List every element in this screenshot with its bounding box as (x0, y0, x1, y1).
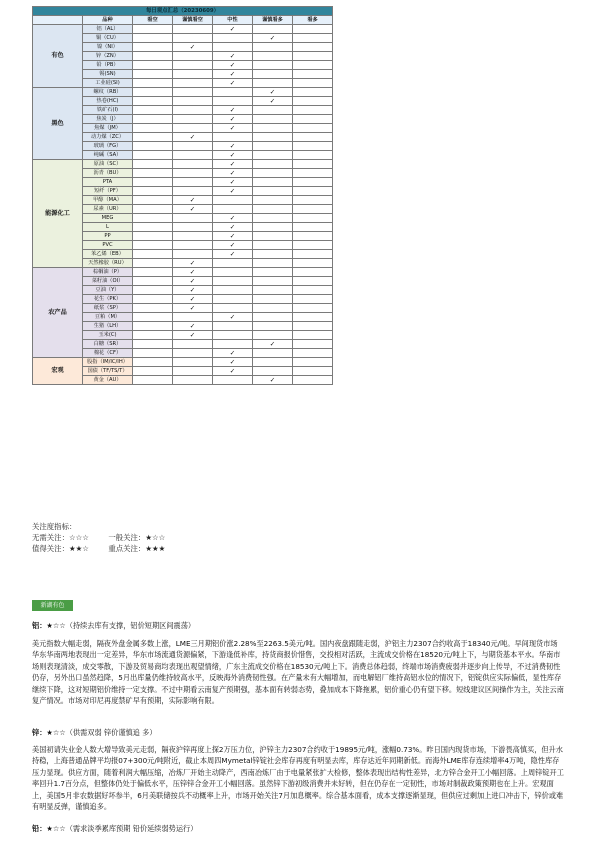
view-cell (173, 349, 213, 358)
view-cell (213, 304, 253, 313)
aluminum-heading (32, 620, 564, 631)
view-cell (173, 142, 213, 151)
variety-name: 沥青（BU） (83, 169, 133, 178)
view-cell (253, 133, 293, 142)
view-check-mark: ✓ (213, 61, 253, 70)
view-cell (293, 286, 333, 295)
variety-name: 豆油（Y） (83, 286, 133, 295)
view-check-mark: ✓ (253, 376, 293, 385)
view-cell (253, 268, 293, 277)
variety-name: 原油（SC） (83, 160, 133, 169)
view-check-mark: ✓ (173, 322, 213, 331)
variety-name: PTA (83, 178, 133, 187)
view-cell (133, 178, 173, 187)
view-cell (133, 52, 173, 61)
view-cell (253, 178, 293, 187)
view-cell (293, 331, 333, 340)
view-cell (253, 232, 293, 241)
variety-name: 铝（AL） (83, 25, 133, 34)
view-check-mark: ✓ (213, 223, 253, 232)
variety-name: 黄金（AU） (83, 376, 133, 385)
legend-key-attention: 重点关注：★★★ (108, 544, 166, 553)
view-cell (293, 376, 333, 385)
view-cell (133, 115, 173, 124)
view-cell (133, 97, 173, 106)
view-cell (133, 376, 173, 385)
view-cell (133, 295, 173, 304)
view-cell (213, 340, 253, 349)
variety-name: 尿素（UR） (83, 205, 133, 214)
sector-column-header (33, 16, 83, 25)
view-cell (133, 187, 173, 196)
view-cell (293, 196, 333, 205)
variety-name: 工业硅(SI) (83, 79, 133, 88)
view-cell (213, 205, 253, 214)
view-check-mark: ✓ (213, 160, 253, 169)
view-cell (293, 34, 333, 43)
daily-view-summary-table (32, 6, 333, 385)
variety-name: 热卷(HC) (83, 97, 133, 106)
view-cell (293, 133, 333, 142)
view-cell (253, 286, 293, 295)
view-cell (253, 223, 293, 232)
view-check-mark: ✓ (213, 25, 253, 34)
sector-label: 黑色 (33, 88, 83, 160)
lead-heading (32, 823, 564, 834)
view-cell (293, 79, 333, 88)
column-header-neutral: 中性 (213, 16, 253, 25)
variety-name: 棕榈油（P） (83, 268, 133, 277)
view-check-mark: ✓ (213, 313, 253, 322)
view-cell (253, 358, 293, 367)
view-cell (253, 259, 293, 268)
view-cell (173, 169, 213, 178)
view-cell (293, 358, 333, 367)
view-check-mark: ✓ (213, 214, 253, 223)
view-cell (213, 259, 253, 268)
view-cell (173, 214, 213, 223)
aluminum-stars: ★☆☆ (46, 621, 66, 630)
view-cell (253, 313, 293, 322)
view-cell (253, 214, 293, 223)
view-cell (133, 160, 173, 169)
table-row (33, 160, 333, 169)
view-check-mark: ✓ (213, 178, 253, 187)
view-cell (133, 88, 173, 97)
view-cell (133, 322, 173, 331)
variety-name: 锌（ZN） (83, 52, 133, 61)
variety-name: L (83, 223, 133, 232)
view-cell (133, 133, 173, 142)
view-cell (293, 25, 333, 34)
table-row (33, 25, 333, 34)
view-cell (293, 124, 333, 133)
legend-title: 关注度指标： (32, 522, 77, 531)
view-cell (133, 142, 173, 151)
variety-name: 股指（IM/IC/IH） (83, 358, 133, 367)
view-cell (293, 322, 333, 331)
view-cell (253, 142, 293, 151)
view-check-mark: ✓ (253, 340, 293, 349)
variety-name: PVC (83, 241, 133, 250)
view-cell (173, 178, 213, 187)
view-cell (133, 79, 173, 88)
view-check-mark: ✓ (253, 88, 293, 97)
variety-name: PP (83, 232, 133, 241)
view-cell (293, 349, 333, 358)
view-check-mark: ✓ (213, 250, 253, 259)
variety-name: 焦炭（J） (83, 115, 133, 124)
view-cell (213, 43, 253, 52)
legend-general-attention: 一般关注：★☆☆ (108, 533, 166, 542)
view-cell (253, 205, 293, 214)
zinc-prefix: 锌： (32, 728, 47, 737)
variety-name: 镍（NI） (83, 43, 133, 52)
view-cell (213, 376, 253, 385)
sector-label: 农产品 (33, 268, 83, 358)
view-cell (133, 61, 173, 70)
view-check-mark: ✓ (173, 331, 213, 340)
variety-name: 国债（TF/TS/T） (83, 367, 133, 376)
variety-name: 菜籽油（OI） (83, 277, 133, 286)
view-cell (253, 241, 293, 250)
view-cell (173, 52, 213, 61)
variety-name: 玉米(C) (83, 331, 133, 340)
view-cell (253, 331, 293, 340)
view-cell (293, 52, 333, 61)
view-cell (173, 88, 213, 97)
view-check-mark: ✓ (213, 151, 253, 160)
view-cell (293, 142, 333, 151)
variety-name: 苯乙烯（EB） (83, 250, 133, 259)
view-cell (173, 25, 213, 34)
variety-name: 棉花（CF） (83, 349, 133, 358)
view-cell (133, 106, 173, 115)
view-cell (253, 124, 293, 133)
variety-name: 动力煤（ZC） (83, 133, 133, 142)
view-cell (213, 133, 253, 142)
lead-prefix: 铅： (32, 824, 47, 833)
view-cell (173, 187, 213, 196)
variety-name: 焦煤（JM） (83, 124, 133, 133)
lead-stars: ★☆☆ (46, 824, 66, 833)
table-row (33, 268, 333, 277)
view-cell (173, 97, 213, 106)
view-cell (173, 61, 213, 70)
view-check-mark: ✓ (213, 349, 253, 358)
view-cell (173, 106, 213, 115)
view-cell (253, 25, 293, 34)
view-cell (133, 277, 173, 286)
view-cell (133, 25, 173, 34)
view-cell (293, 205, 333, 214)
view-cell (253, 277, 293, 286)
view-check-mark: ✓ (253, 97, 293, 106)
view-cell (133, 367, 173, 376)
view-cell (173, 250, 213, 259)
variety-name: 豆粕（M） (83, 313, 133, 322)
view-cell (253, 304, 293, 313)
view-cell (293, 88, 333, 97)
view-cell (253, 367, 293, 376)
view-cell (253, 61, 293, 70)
view-cell (133, 331, 173, 340)
view-cell (253, 322, 293, 331)
view-cell (213, 34, 253, 43)
variety-name: MEG (83, 214, 133, 223)
view-cell (253, 43, 293, 52)
variety-name: 白糖（SR） (83, 340, 133, 349)
view-check-mark: ✓ (173, 196, 213, 205)
view-check-mark: ✓ (173, 205, 213, 214)
view-check-mark: ✓ (173, 268, 213, 277)
section-label-nonferrous: 新湖有色 (32, 600, 73, 611)
view-cell (133, 250, 173, 259)
variety-name: 花生（PK） (83, 295, 133, 304)
view-cell (293, 43, 333, 52)
view-cell (173, 340, 213, 349)
view-check-mark: ✓ (213, 52, 253, 61)
variety-name: 甲醇（MA） (83, 196, 133, 205)
view-cell (173, 358, 213, 367)
view-check-mark: ✓ (213, 241, 253, 250)
variety-name: 螺纹（RB） (83, 88, 133, 97)
view-cell (253, 187, 293, 196)
legend-no-attention: 无需关注：☆☆☆ (32, 533, 89, 542)
view-cell (293, 160, 333, 169)
view-cell (213, 331, 253, 340)
column-header-cautious-bullish: 谨慎看多 (253, 16, 293, 25)
view-cell (253, 79, 293, 88)
sector-label: 能源化工 (33, 160, 83, 268)
view-cell (293, 106, 333, 115)
view-cell (293, 61, 333, 70)
view-cell (293, 277, 333, 286)
view-cell (133, 151, 173, 160)
view-check-mark: ✓ (213, 142, 253, 151)
variety-name: 铅（PB） (83, 61, 133, 70)
zinc-paragraph: 美国初请失业金人数大增导致美元走弱，隔夜沪锌再度上探2万压力位，沪锌主力2307合约收于19895元/吨，涨幅0.73%。昨日国内现货市场，下游畏高慎买，但升水持稳，上海普通品牌平均报07+300元/吨附近，截止本周四Mymetal锌锭社会库存再度有明显去库，库存达近年同期新低。而海外LME库存连续增率4万吨，隐性库存压力显现。供应方面，随着利润大幅压缩，冶炼厂开始主动降产，西南冶炼厂由于电量紧张扩大检修，整体表现出结构性差异，北方锌合金开工小幅回落。上周锌锭开工率回升1.7百分点，但整体仍处于偏低水平，压锌锌合金开工小幅回落。虽然锌下游初级消费并未好转，但在仍存在一定韧性，市场对制裁政策预期也在上升。宏观面上，美国5月非农数据好坏参半，6月美联储按兵不动概率上升，市场开始关注7月加息概率。综合基本面看，成本支撑逐渐显现，但供应过剩加上进口冲击下，锌价或难有明显反弹，谨慎追多。 (32, 745, 564, 812)
view-cell (133, 313, 173, 322)
view-cell (133, 196, 173, 205)
view-cell (293, 268, 333, 277)
table-row (33, 88, 333, 97)
view-cell (173, 124, 213, 133)
view-check-mark: ✓ (213, 79, 253, 88)
view-check-mark: ✓ (173, 304, 213, 313)
view-cell (253, 349, 293, 358)
column-header-bearish: 看空 (133, 16, 173, 25)
view-cell (293, 340, 333, 349)
view-cell (133, 214, 173, 223)
view-cell (133, 205, 173, 214)
view-cell (293, 259, 333, 268)
view-check-mark: ✓ (213, 124, 253, 133)
view-check-mark: ✓ (213, 169, 253, 178)
view-check-mark: ✓ (173, 295, 213, 304)
aluminum-note: （持续去库有支撑，铝价短期区间震荡） (65, 621, 196, 630)
view-cell (133, 349, 173, 358)
variety-name: 铜（CU） (83, 34, 133, 43)
view-cell (133, 70, 173, 79)
view-cell (253, 151, 293, 160)
view-cell (133, 286, 173, 295)
table-title: 每日观点汇总（20230609） (33, 7, 333, 16)
variety-name: 纯碱（SA） (83, 151, 133, 160)
view-check-mark: ✓ (213, 187, 253, 196)
view-cell (213, 268, 253, 277)
view-cell (293, 151, 333, 160)
column-header-bullish: 看多 (293, 16, 333, 25)
view-check-mark: ✓ (253, 34, 293, 43)
attention-legend (32, 521, 165, 554)
view-cell (213, 97, 253, 106)
view-cell (133, 43, 173, 52)
view-check-mark: ✓ (173, 259, 213, 268)
view-check-mark: ✓ (213, 358, 253, 367)
view-cell (133, 241, 173, 250)
table-body (33, 25, 333, 385)
variety-name: 铁矿石(I) (83, 106, 133, 115)
view-cell (293, 214, 333, 223)
sector-label: 有色 (33, 25, 83, 88)
variety-name: 短纤（PF） (83, 187, 133, 196)
view-check-mark: ✓ (173, 43, 213, 52)
view-cell (253, 196, 293, 205)
view-check-mark: ✓ (173, 286, 213, 295)
view-cell (253, 106, 293, 115)
lead-note: （需求淡季累库预期 铅价延续弱势运行） (65, 824, 198, 833)
view-cell (173, 241, 213, 250)
view-cell (293, 178, 333, 187)
column-header-cautious-bearish: 谨慎看空 (173, 16, 213, 25)
view-cell (133, 268, 173, 277)
view-cell (133, 169, 173, 178)
view-cell (213, 196, 253, 205)
view-cell (173, 70, 213, 79)
view-cell (293, 250, 333, 259)
variety-name: 纸浆（SP） (83, 304, 133, 313)
view-cell (253, 160, 293, 169)
view-cell (293, 295, 333, 304)
view-cell (133, 340, 173, 349)
view-cell (213, 88, 253, 97)
table-row (33, 358, 333, 367)
view-check-mark: ✓ (213, 115, 253, 124)
view-cell (173, 367, 213, 376)
view-check-mark: ✓ (213, 232, 253, 241)
view-cell (133, 304, 173, 313)
view-cell (293, 223, 333, 232)
view-cell (173, 79, 213, 88)
view-cell (173, 151, 213, 160)
view-cell (173, 160, 213, 169)
column-header-variety: 品种 (83, 16, 133, 25)
view-cell (293, 313, 333, 322)
view-cell (133, 259, 173, 268)
view-cell (293, 304, 333, 313)
view-cell (213, 277, 253, 286)
legend-worth-attention: 值得关注：★★☆ (32, 544, 89, 553)
zinc-note: （供需双弱 锌价谨慎追 多） (65, 728, 157, 737)
zinc-heading (32, 727, 564, 738)
aluminum-paragraph: 美元指数大幅走弱，隔夜外盘金属多数上涨，LME三月期铝价涨2.28%至2263.5美元/吨。国内夜盘跟随走弱，沪铝主力2307合约收高于18340元/吨。早间现货市场华东华南两地表现出一定差异，华东市场流通货源偏紧，下游逢低补库，持货商报价惜售，交投相对活跃，主流成交价格在18520元/吨上下，与期货基本平水。华南市场则表现清淡，成交零散，下游及贸易商均表现出观望情绪，广东主流成交价格在18530元/吨上下。消费总体趋弱，终端市场消费疲弱并逐步向上传导，不过消费韧性仍存，另外出口虽然趋降，5月出库量仍维持较高水平，反映海外消费韧性强。在产量未有大幅增加，而电解铝厂维持高铝水位的情况下，铝锭供应实际偏低，显性库存继续下降，这对短期铝价维持一定支撑。不过中期看云南复产预期强，基本面有转弱态势，叠加成本下降拖累，铝价重心仍有望下移。短线建议区间操作为主，关注云南复产情况。市场对印尼再度禁矿早有预期，实际影响有限。 (32, 639, 564, 706)
view-check-mark: ✓ (213, 70, 253, 79)
view-cell (293, 115, 333, 124)
view-cell (173, 115, 213, 124)
view-check-mark: ✓ (173, 277, 213, 286)
view-check-mark: ✓ (173, 133, 213, 142)
view-cell (173, 34, 213, 43)
view-cell (213, 295, 253, 304)
variety-name: 玻璃（FG） (83, 142, 133, 151)
view-cell (213, 286, 253, 295)
zinc-stars: ★☆☆ (46, 728, 66, 737)
view-cell (293, 232, 333, 241)
view-cell (133, 232, 173, 241)
view-cell (293, 70, 333, 79)
variety-name: 锡(SN) (83, 70, 133, 79)
view-check-mark: ✓ (213, 106, 253, 115)
view-cell (253, 52, 293, 61)
view-check-mark: ✓ (213, 367, 253, 376)
view-cell (133, 358, 173, 367)
view-cell (133, 223, 173, 232)
view-cell (133, 34, 173, 43)
view-cell (293, 367, 333, 376)
view-cell (253, 70, 293, 79)
view-cell (293, 241, 333, 250)
view-cell (133, 124, 173, 133)
view-cell (253, 115, 293, 124)
view-cell (293, 169, 333, 178)
aluminum-prefix: 铝： (32, 621, 47, 630)
view-cell (293, 187, 333, 196)
view-cell (253, 169, 293, 178)
view-cell (213, 322, 253, 331)
view-cell (173, 376, 213, 385)
view-cell (253, 250, 293, 259)
variety-name: 天然橡胶（RU） (83, 259, 133, 268)
sector-label: 宏观 (33, 358, 83, 385)
view-cell (293, 97, 333, 106)
variety-name: 生猪（LH） (83, 322, 133, 331)
view-cell (173, 223, 213, 232)
view-cell (173, 313, 213, 322)
view-cell (173, 232, 213, 241)
view-cell (253, 295, 293, 304)
